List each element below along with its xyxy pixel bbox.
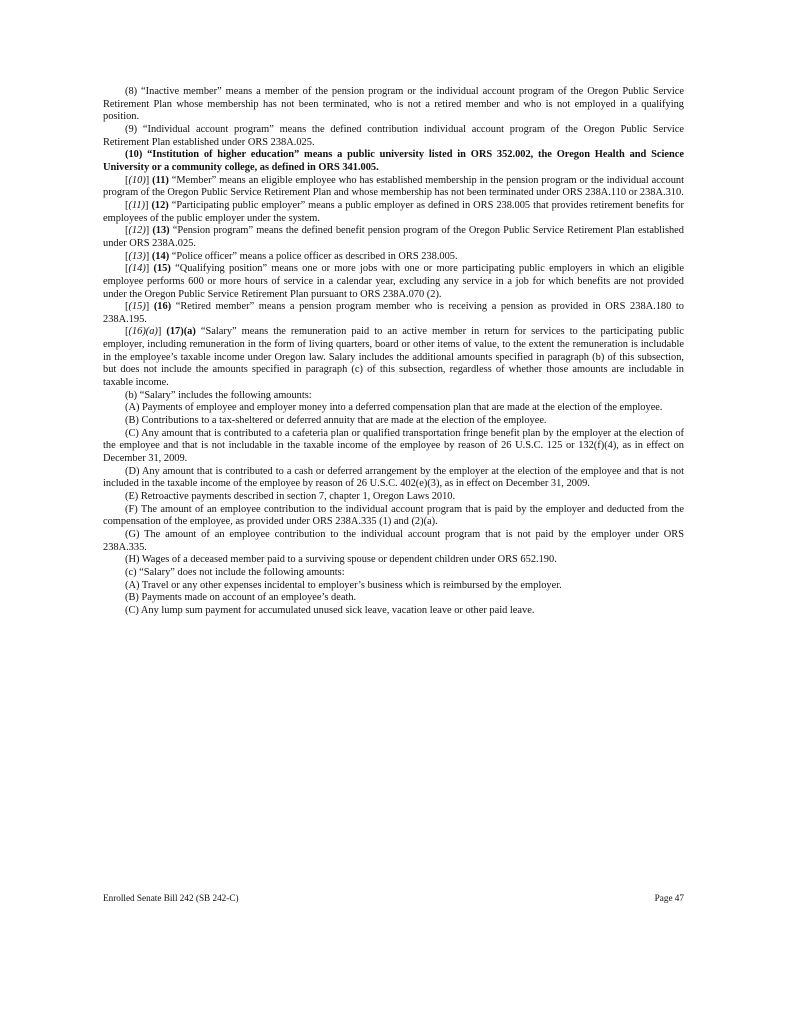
text-segment: (12) bbox=[128, 225, 146, 237]
paragraph bbox=[103, 301, 684, 326]
text-segment: (C) Any amount that is contributed to a cafeteria plan or qualified transportation fringe benefit plan by the employer at the election of the employee and that is not includable in the taxable income of the employee by reason of 26 U.S.C. 125 or 132(f)(4), as in effect on December 31, 2009. bbox=[103, 427, 684, 465]
text-segment: (E) Retroactive payments described in section 7, chapter 1, Oregon Laws 2010. bbox=[125, 491, 456, 502]
text-segment: (16) bbox=[153, 301, 172, 313]
text-segment: (B) Payments made on account of an employee’s death. bbox=[125, 592, 357, 604]
text-segment: “Member” means an eligible employee who has established membership in the pension program or the individual account program of the Oregon Public Service Retirement Plan and whose membership has not been terminated under ORS 238A.110 or 238A.310. bbox=[103, 174, 684, 199]
text-segment: (17)(a) bbox=[166, 326, 196, 338]
text-segment: ] bbox=[145, 250, 152, 262]
footer-page-number: Page 47 bbox=[654, 893, 684, 903]
paragraph bbox=[103, 390, 684, 403]
text-segment: (10) “Institution of higher education” means a public university listed in ORS 352.002, the Oregon Health and Science University or a community college, as defined in ORS 341.005. bbox=[103, 149, 684, 173]
text-segment: (9) “Individual account program” means the defined contribution individual account program of the Oregon Public Service Retirement Plan established under ORS 238A.025. bbox=[103, 123, 684, 148]
footer-bill-title: Enrolled Senate Bill 242 (SB 242-C) bbox=[103, 893, 239, 903]
paragraph bbox=[103, 326, 684, 389]
text-segment: [ bbox=[125, 174, 129, 186]
document-body bbox=[103, 86, 684, 618]
text-segment: ] bbox=[145, 301, 154, 313]
text-segment: (13) bbox=[128, 250, 146, 262]
paragraph bbox=[103, 491, 684, 504]
paragraph bbox=[103, 567, 684, 580]
paragraph bbox=[103, 149, 684, 174]
paragraph bbox=[103, 86, 684, 124]
paragraph bbox=[103, 263, 684, 301]
text-segment: (14) bbox=[128, 263, 146, 275]
text-segment: (12) bbox=[151, 199, 169, 211]
paragraph bbox=[103, 175, 684, 200]
paragraph bbox=[103, 580, 684, 593]
text-segment: ] bbox=[145, 225, 153, 237]
text-segment: (B) Contributions to a tax-sheltered or deferred annuity that are made at the election of the employee. bbox=[125, 415, 547, 427]
paragraph bbox=[103, 466, 684, 491]
text-segment: “Participating public employer” means a public employer as defined in ORS 238.005 that provides retirement benefits for employees of the public employer under the system. bbox=[103, 199, 685, 224]
text-segment: ] bbox=[145, 174, 153, 186]
text-segment: (D) Any amount that is contributed to a cash or deferred arrangement by the employer at the election of the employee and that is not included in the taxable income of the employee by reason of 26 U.S.C. 402(e)(3), as in effect on December 31, 2009. bbox=[103, 465, 684, 490]
text-segment: [ bbox=[125, 225, 129, 237]
text-segment: (F) The amount of an employee contribution to the individual account program that is paid by the employer and deducted from the compensation of the employee, as provided under ORS 238A.335 (1) and (2)(a). bbox=[103, 503, 684, 528]
text-segment: “Retired member” means a pension program member who is receiving a pension as provided in ORS 238A.180 to 238A.195. bbox=[103, 301, 684, 325]
text-segment: (G) The amount of an employee contribution to the individual account program that is not paid by the employer under ORS 238A.335. bbox=[103, 528, 684, 553]
text-segment: [ bbox=[125, 326, 129, 338]
text-segment: (c) “Salary” does not include the following amounts: bbox=[125, 566, 345, 578]
text-segment: “Police officer” means a police officer as described in ORS 238.005. bbox=[169, 250, 458, 262]
paragraph bbox=[103, 529, 684, 554]
paragraph bbox=[103, 415, 684, 428]
text-segment: (10) bbox=[128, 174, 146, 186]
text-segment: (b) “Salary” includes the following amounts: bbox=[125, 389, 312, 401]
paragraph bbox=[103, 605, 684, 618]
text-segment: “Qualifying position” means one or more jobs with one or more participating public employers in which an eligible employee performs 600 or more hours of service in a calendar year, excluding any service in a job for which benefits are not provided under the Oregon Public Service Retirement Plan pursuant to ORS 238A.070 (2). bbox=[103, 263, 684, 300]
paragraph bbox=[103, 225, 684, 250]
text-segment: (13) bbox=[152, 225, 170, 237]
page-footer bbox=[103, 893, 684, 903]
text-segment: (14) bbox=[151, 250, 170, 262]
text-segment: (15) bbox=[153, 263, 171, 275]
text-segment: [ bbox=[125, 199, 129, 211]
text-segment: ] bbox=[145, 199, 152, 211]
text-segment: “Pension program” means the defined benefit pension program of the Oregon Public Service Retirement Plan established under ORS 238A.025. bbox=[103, 225, 684, 249]
text-segment: ] bbox=[157, 326, 167, 338]
text-segment: “Salary” means the remuneration paid to an active member in return for services to the participating public employer, including remuneration in the form of living quarters, board or other items of value, to the extent the remuneration is includable in the employee’s taxable income under Oregon law. Salary includes the additional amounts specified in paragraph (b) of this subsection, but does not include the amounts specified in paragraph (c) of this subsection, regardless of whether those amounts are includable in taxable income. bbox=[103, 326, 684, 389]
paragraph bbox=[103, 251, 684, 264]
text-segment: (C) Any lump sum payment for accumulated unused sick leave, vacation leave or other paid leave. bbox=[125, 604, 535, 616]
text-segment: ] bbox=[145, 263, 154, 275]
text-segment: (11) bbox=[128, 199, 146, 211]
paragraph bbox=[103, 402, 684, 415]
text-segment: (15) bbox=[128, 301, 146, 313]
text-segment: (A) Travel or any other expenses incidental to employer’s business which is reimbursed by the employer. bbox=[125, 579, 562, 591]
paragraph bbox=[103, 124, 684, 149]
paragraph bbox=[103, 504, 684, 529]
paragraph bbox=[103, 554, 684, 567]
paragraph bbox=[103, 428, 684, 466]
paragraph bbox=[103, 592, 684, 605]
text-segment: (A) Payments of employee and employer money into a deferred compensation plan that are made at the election of the employee. bbox=[125, 402, 663, 414]
paragraph bbox=[103, 200, 684, 225]
text-segment: (8) “Inactive member” means a member of the pension program or the individual account program of the Oregon Public Service Retirement Plan whose membership has not been terminated, who is not a retired member and who is not employed in a qualifying position. bbox=[103, 86, 684, 123]
text-segment: (16)(a) bbox=[128, 326, 158, 338]
text-segment: (11) bbox=[152, 174, 169, 186]
text-segment: [ bbox=[125, 250, 129, 262]
text-segment: [ bbox=[125, 301, 129, 313]
text-segment: [ bbox=[125, 263, 129, 275]
text-segment: (H) Wages of a deceased member paid to a surviving spouse or dependent children under ORS 652.190. bbox=[125, 554, 557, 566]
